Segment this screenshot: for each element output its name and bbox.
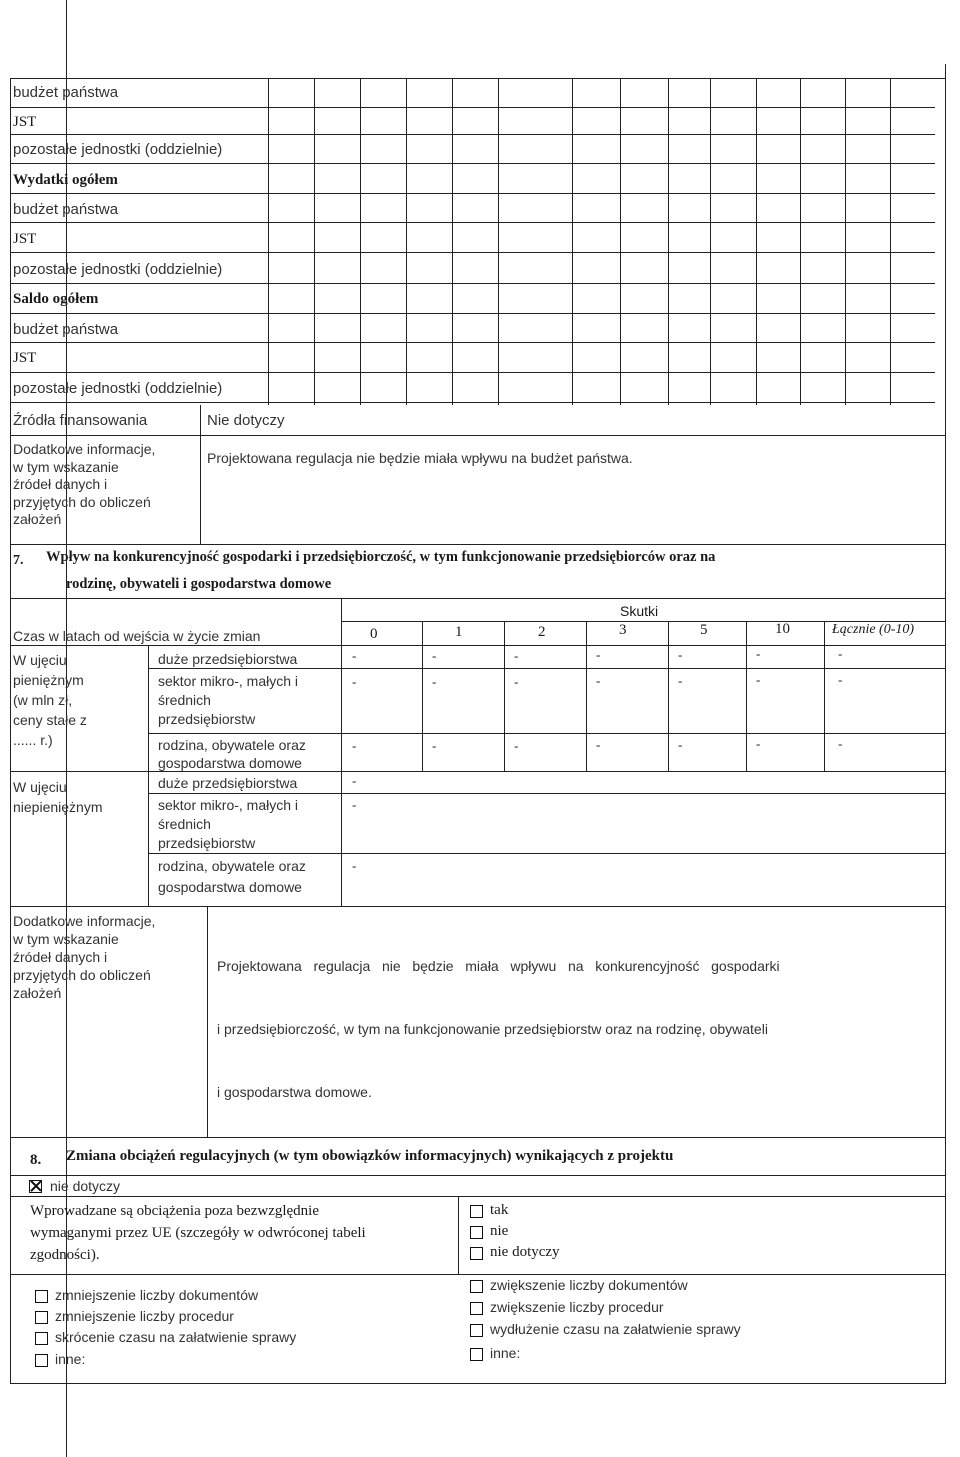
value-sme-y2: - xyxy=(514,674,519,689)
option-other-left-checkbox[interactable] xyxy=(35,1354,48,1367)
section6-additional-label: Dodatkowe informacje, w tym wskazanie źródeł danych i przyjętych do obliczeń założeń xyxy=(13,441,156,527)
year-0: 0 xyxy=(370,626,378,642)
row-pozostale-1: pozostałe jednostki (oddzielnie) xyxy=(13,141,223,158)
option-other-left-label: inne: xyxy=(55,1351,86,1367)
option-fewer-procedures-label: zmniejszenie liczby procedur xyxy=(55,1308,234,1324)
answer-nie-dotyczy-label: nie dotyczy xyxy=(490,1244,560,1260)
row-budzet-panstwa-1: budżet państwa xyxy=(13,84,119,101)
row-pozostale-3: pozostałe jednostki (oddzielnie) xyxy=(13,380,223,397)
option-shorter-time-checkbox[interactable] xyxy=(35,1332,48,1345)
value-households-total: - xyxy=(838,736,843,751)
value-large-y0: - xyxy=(352,648,357,663)
value-households-y10: - xyxy=(756,736,761,751)
nonmonetary-value-sme: - xyxy=(352,797,357,812)
nonmonetary-value-households: - xyxy=(352,858,357,873)
value-sme-y0: - xyxy=(352,674,357,689)
effects-header: Skutki xyxy=(620,603,659,619)
answer-nie-dotyczy-checkbox[interactable] xyxy=(470,1247,483,1260)
nonmonetary-value-large: - xyxy=(352,773,357,788)
year-10: 10 xyxy=(775,621,790,637)
option-fewer-procedures-checkbox[interactable] xyxy=(35,1311,48,1324)
table-top-border xyxy=(10,78,945,79)
option-longer-time-checkbox[interactable] xyxy=(470,1324,483,1337)
option-more-documents-label: zwiększenie liczby dokumentów xyxy=(490,1277,688,1293)
row-saldo-ogolem: Saldo ogółem xyxy=(13,291,99,307)
monetary-row-large: duże przedsiębiorstwa xyxy=(158,651,298,667)
section7-title-line2: rodzinę, obywateli i gospodarstwa domowe xyxy=(66,576,332,592)
funding-label: Źródła finansowania xyxy=(13,412,148,429)
option-other-right-checkbox[interactable] xyxy=(470,1348,483,1361)
value-households-y3: - xyxy=(596,737,601,752)
monetary-row-sme: sektor mikro-, małych i średnich przedsiębiorstw xyxy=(158,673,299,727)
value-households-y5: - xyxy=(678,737,683,752)
row-jst-1: JST xyxy=(13,114,37,130)
value-large-y2: - xyxy=(514,648,519,663)
time-label: Czas w latach od wejścia w życie zmian xyxy=(13,628,261,644)
not-applicable-checkbox[interactable] xyxy=(29,1180,42,1193)
value-large-y5: - xyxy=(678,647,683,662)
option-more-procedures-checkbox[interactable] xyxy=(470,1302,483,1315)
year-1: 1 xyxy=(455,624,463,640)
burden-question: Wprowadzane są obciążenia poza bezwzględnie wymaganymi przez UE (szczegóły w odwróconej tabeli zgodności). xyxy=(30,1203,366,1263)
value-sme-y3: - xyxy=(596,673,601,688)
section8-number: 8. xyxy=(30,1152,42,1168)
row-jst-3: JST xyxy=(13,350,37,366)
value-sme-y1: - xyxy=(432,674,437,689)
nonmonetary-row-large: duże przedsiębiorstwa xyxy=(158,775,298,791)
year-3: 3 xyxy=(619,622,627,638)
value-large-y10: - xyxy=(756,646,761,661)
section7-title-line1: Wpływ na konkurencyjność gospodarki i przedsiębiorczość, w tym funkcjonowanie przedsiębiorców oraz na xyxy=(46,549,716,565)
row-jst-2: JST xyxy=(13,231,37,247)
value-households-y0: - xyxy=(352,738,357,753)
section7-number: 7. xyxy=(13,553,24,568)
row-wydatki-ogolem: Wydatki ogółem xyxy=(13,172,118,188)
monetary-label: W ujęciu pieniężnym (w mln zł, ceny stałe z ...... r.) xyxy=(13,652,87,748)
row-budzet-panstwa-2: budżet państwa xyxy=(13,201,119,218)
monetary-row-households: rodzina, obywatele oraz gospodarstwa domowe xyxy=(158,737,306,771)
value-households-y1: - xyxy=(432,738,437,753)
option-more-documents-checkbox[interactable] xyxy=(470,1280,483,1293)
year-2: 2 xyxy=(538,624,546,640)
nonmonetary-row-households: rodzina, obywatele oraz gospodarstwa domowe xyxy=(158,858,306,895)
row-budzet-panstwa-3: budżet państwa xyxy=(13,321,119,338)
value-large-y3: - xyxy=(596,647,601,662)
section8-title: Zmiana obciążeń regulacyjnych (w tym obowiązków informacyjnych) wynikających z projektu xyxy=(66,1148,674,1164)
value-households-y2: - xyxy=(514,738,519,753)
nonmonetary-label: W ujęciu niepieniężnym xyxy=(13,779,103,815)
not-applicable-label: nie dotyczy xyxy=(50,1178,121,1194)
section6-additional-value: Projektowana regulacja nie będzie miała wpływu na budżet państwa. xyxy=(207,450,633,466)
value-sme-y10: - xyxy=(756,672,761,687)
option-fewer-documents-checkbox[interactable] xyxy=(35,1290,48,1303)
value-sme-total: - xyxy=(838,672,843,687)
nonmonetary-row-sme: sektor mikro-, małych i średnich przedsiębiorstw xyxy=(158,797,299,851)
value-large-y1: - xyxy=(432,648,437,663)
option-fewer-documents-label: zmniejszenie liczby dokumentów xyxy=(55,1287,259,1303)
table-right-border xyxy=(945,64,946,1384)
year-5: 5 xyxy=(700,622,708,638)
year-total: Łącznie (0-10) xyxy=(832,622,915,637)
option-longer-time-label: wydłużenie czasu na załatwienie sprawy xyxy=(490,1321,741,1337)
answer-nie-checkbox[interactable] xyxy=(470,1226,483,1239)
option-more-procedures-label: zwiększenie liczby procedur xyxy=(490,1299,664,1315)
option-other-right-label: inne: xyxy=(490,1345,521,1361)
answer-nie-label: nie xyxy=(490,1223,509,1239)
funding-value: Nie dotyczy xyxy=(207,412,285,429)
answer-tak-checkbox[interactable] xyxy=(470,1205,483,1218)
value-sme-y5: - xyxy=(678,673,683,688)
section7-additional-label: Dodatkowe informacje, w tym wskazanie źródeł danych i przyjętych do obliczeń założeń xyxy=(13,913,156,1001)
row-pozostale-2: pozostałe jednostki (oddzielnie) xyxy=(13,261,223,278)
table-left-border xyxy=(10,78,11,1383)
answer-tak-label: tak xyxy=(490,1202,509,1218)
value-large-total: - xyxy=(838,646,843,661)
section7-additional-value: Projektowana regulacja nie będzie miała wpływu na konkurencyjność gospodarki i przedsiębiorczość, w tym na funkcjonowanie przedsiębiorstw oraz na rodzinę, obywateli i gospodarstwa domowe. xyxy=(217,958,780,1100)
option-shorter-time-label: skrócenie czasu na załatwienie sprawy xyxy=(55,1329,297,1345)
